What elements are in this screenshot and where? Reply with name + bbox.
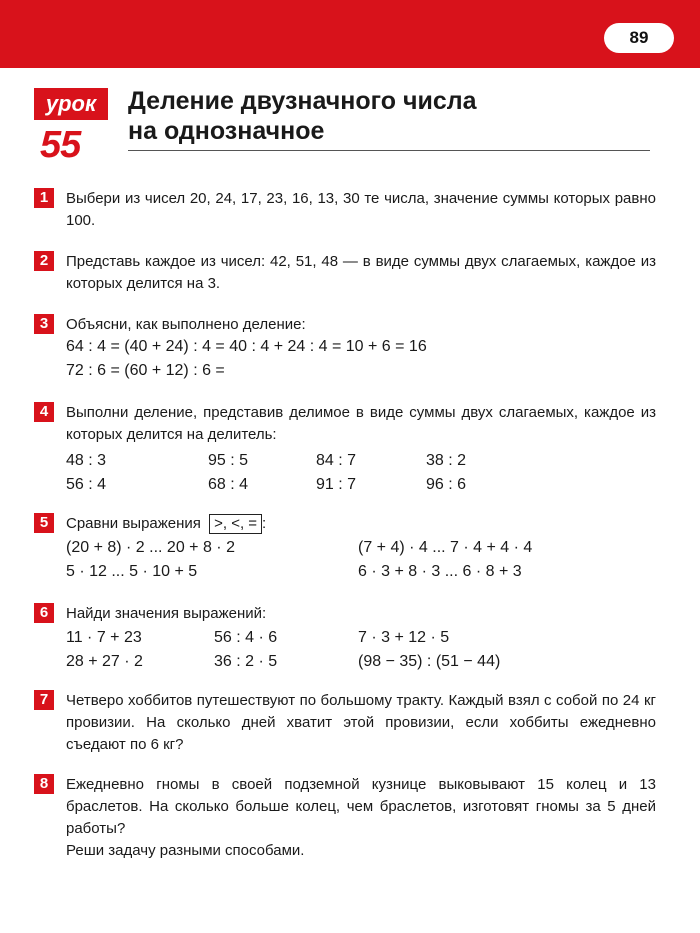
expression: 48 : 3 [66,452,107,469]
expression-row [66,537,656,561]
task-extra: Реши задачу разными способами. [66,842,305,859]
expression: 7 · 3 + 12 · 5 [358,629,450,646]
expression: 64 : 4 = (40 + 24) : 4 = 40 : 4 + 24 : 4 = 10 + 6 = 16 [66,338,427,355]
expression-row [66,651,656,675]
intro-colon: : [262,515,267,532]
expression: (20 + 8) · 2 ... 20 + 8 · 2 [66,539,235,556]
expression-row [66,474,656,498]
expression: 36 : 2 · 5 [214,653,278,670]
lesson-number: 55 [40,124,81,166]
task-text: Ежедневно гномы в своей подземной кузнице выковывают 15 колец и 13 браслетов. На сколько больше колец, чем браслетов, изготовят гномы за 5 дней работы? [66,776,656,837]
task-number-badge: 7 [34,690,54,710]
task-body [66,513,656,585]
expression-row [66,450,656,474]
task-intro-line [66,513,656,535]
title-line-1: Деление двузначного числа [128,87,477,115]
expression-line [66,336,656,360]
expression: 38 : 2 [426,452,467,469]
title-divider [128,150,650,151]
task-body [66,314,656,384]
expression: 95 : 5 [208,452,249,469]
page-number: 89 [604,23,674,53]
expression: (98 − 35) : (51 − 44) [358,653,501,670]
lesson-tag: урок [34,88,108,120]
task-text: Выбери из чисел 20, 24, 17, 23, 16, 13, 30 те числа, значение суммы которых равно 100. [66,190,656,229]
expression: 72 : 6 = (60 + 12) : 6 = [66,362,225,379]
expression: 6 · 3 + 8 · 3 ... 6 · 8 + 3 [358,563,522,580]
task-text: Четверо хоббитов путешествуют по большому тракту. Каждый взял с собой по 24 кг провизии. На сколько дней хватит этой провизии, если хоббиты ежедневно съедают по 6 кг? [66,692,656,753]
expression: 91 : 7 [316,476,357,493]
task-text: Представь каждое из чисел: 42, 51, 48 — в виде суммы двух слагаемых, каждое из которых делится на 3. [66,253,656,292]
comparison-symbols-box: >, <, = [209,514,262,534]
task-number-badge: 6 [34,603,54,623]
expression: 28 + 27 · 2 [66,653,143,670]
expression: 56 : 4 · 6 [214,629,278,646]
expression: 56 : 4 [66,476,107,493]
task-number-badge: 3 [34,314,54,334]
expression: 68 : 4 [208,476,249,493]
task-intro: Найди значения выражений: [66,605,267,622]
expression-line [66,360,656,384]
expression: 11 · 7 + 23 [66,629,142,646]
task-number-badge: 2 [34,251,54,271]
task-body [66,774,656,862]
task-number-badge: 5 [34,513,54,533]
expression: (7 + 4) · 4 ... 7 · 4 + 4 · 4 [358,539,533,556]
task-text: Выполни деление, представив делимое в виде суммы двух слагаемых, каждое из которых делится на делитель: [66,404,656,443]
title-line-2: на однозначное [128,117,325,145]
task-number-badge: 8 [34,774,54,794]
task-number-badge: 1 [34,188,54,208]
expression: 96 : 6 [426,476,467,493]
task-body [66,402,656,498]
expression-row [66,627,656,651]
expression: 84 : 7 [316,452,357,469]
page-title [128,86,668,146]
task-body [66,603,656,675]
task-intro: Сравни выражения [66,515,201,532]
top-red-band [0,0,700,68]
task-number-badge: 4 [34,402,54,422]
expression: 5 · 12 ... 5 · 10 + 5 [66,563,198,580]
expression-row [66,561,656,585]
task-intro: Объясни, как выполнено деление: [66,316,306,333]
